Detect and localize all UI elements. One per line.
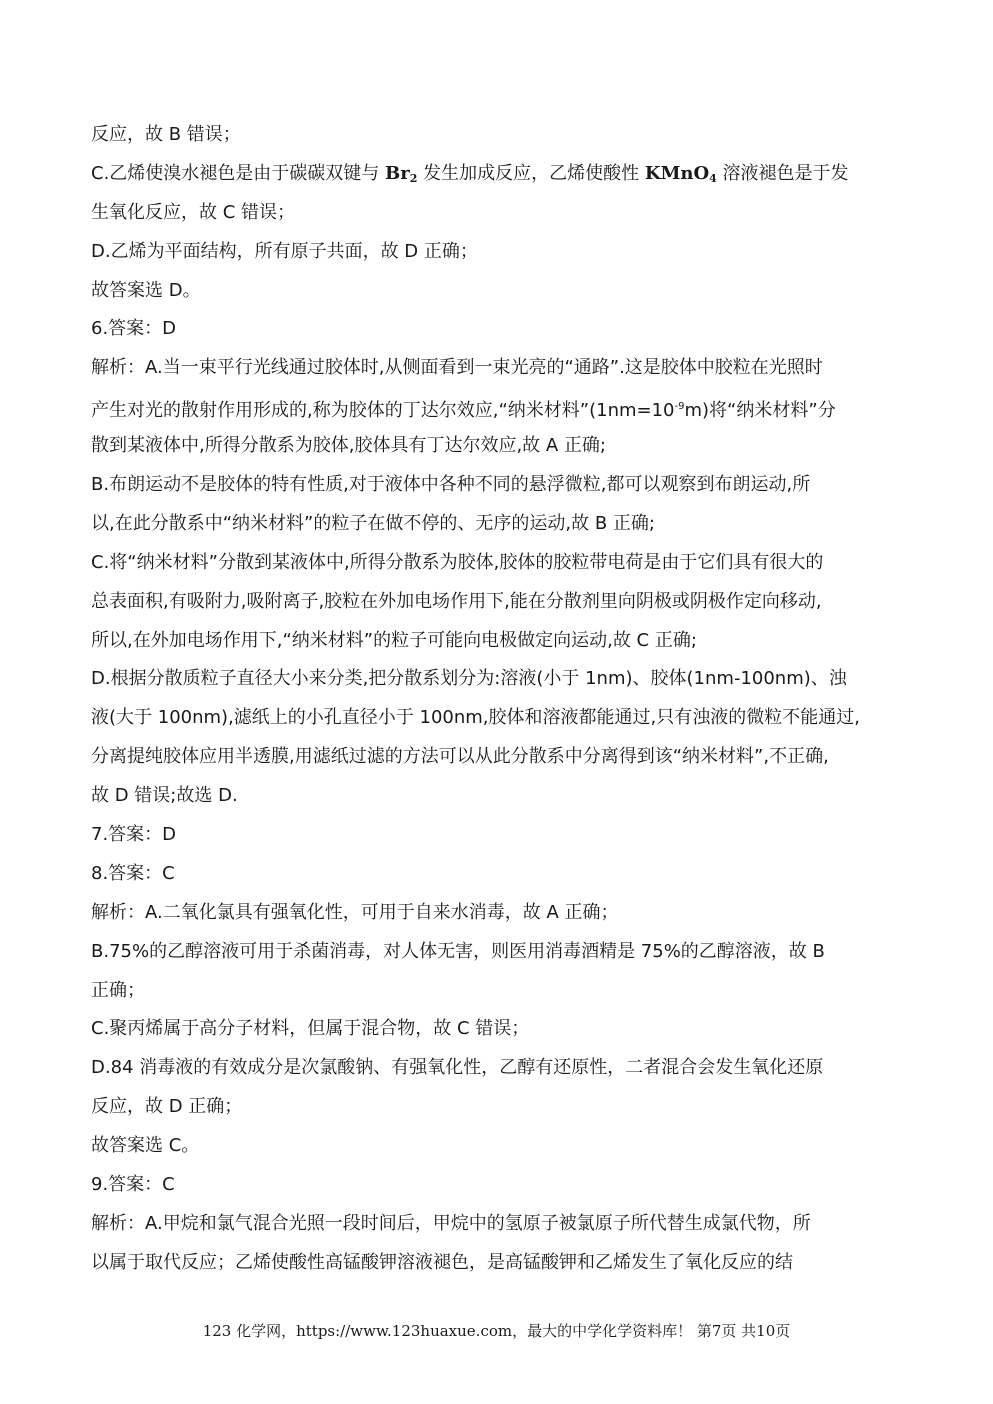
text-line: 反应，故 D 正确； (91, 1096, 243, 1118)
formula-br2 (385, 163, 417, 184)
text-line: 故 D 错误;故选 D. (91, 785, 238, 807)
answer-heading: 8.答案：C (91, 862, 175, 884)
formula-subscript: 4 (709, 171, 717, 185)
text-line: 反应，故 B 错误； (91, 124, 241, 145)
formula-kmno4 (645, 163, 717, 184)
text-line: 以属于取代反应；乙烯使酸性高锰酸钾溶液褪色，是高锰酸钾和乙烯发生了氧化反应的结 (91, 1251, 793, 1273)
formula-text: KMnO (644, 162, 710, 184)
text-line: 分离提纯胶体应用半透膜,用滤纸过滤的方法可以从此分散系中分离得到该“纳米材料”,不正确, (91, 746, 829, 768)
answer-heading: 6.答案：D (91, 318, 177, 340)
text-line: 所以,在外加电场作用下,“纳米材料”的粒子可能向电极做定向运动,故 C 正确; (91, 629, 697, 651)
answer-heading: 9.答案：C (91, 1174, 175, 1196)
formula-subscript: 2 (409, 171, 418, 185)
superscript: -9 (674, 401, 685, 413)
text-segment: C.乙烯使溴水褪色是由于碳碳双键与 (91, 162, 386, 184)
text-line: C.将“纳米材料”分散到某液体中,所得分散系为胶体,胶体的胶粒带电荷是由于它们具有很大的 (91, 551, 824, 573)
text-segment: m)将“纳米材料”分 (684, 400, 836, 422)
text-line: 液(大于 100nm),滤纸上的小孔直径小于 100nm,胶体和溶液都能通过,只有浊液的微粒不能通过, (91, 707, 860, 729)
text-line: 以,在此分散系中“纳米材料”的粒子在做不停的、无序的运动,故 B 正确; (91, 512, 655, 534)
text-segment: 产生对光的散射作用形成的,称为胶体的丁达尔效应,“纳米材料”(1nm=10 (91, 400, 675, 422)
text-line: 解析：A.当一束平行光线通过胶体时,从侧面看到一束光亮的“通路”.这是胶体中胶粒在光照时 (91, 357, 823, 379)
text-line: 正确； (91, 979, 145, 1001)
text-segment: 发生加成反应，乙烯使酸性 (417, 162, 645, 184)
text-line: C.聚丙烯属于高分子材料，但属于混合物，故 C 错误； (91, 1018, 530, 1040)
page-footer: 123 化学网，https://www.123huaxue.com，最大的中学化学资料库！ 第7页 共10页 (202, 1322, 791, 1340)
text-line: 总表面积,有吸附力,吸附离子,胶粒在外加电场作用下,能在分散剂里向阴极或阴极作定向移动, (91, 590, 822, 612)
text-line: 生氧化反应，故 C 错误； (91, 201, 296, 223)
text-line (91, 388, 909, 427)
text-line: D.乙烯为平面结构，所有原子共面，故 D 正确； (91, 240, 478, 262)
text-line: 故答案选 C。 (91, 1135, 200, 1157)
answer-heading: 7.答案：D (91, 824, 177, 846)
text-line: 故答案选 D。 (91, 279, 201, 301)
text-line: 解析：A.二氧化氯具有强氧化性，可用于自来水消毒，故 A 正确； (91, 901, 619, 923)
text-line: 散到某液体中,所得分散系为胶体,胶体具有丁达尔效应,故 A 正确; (91, 435, 606, 457)
formula-text: Br (385, 162, 410, 184)
text-line (91, 155, 909, 194)
text-segment: 溶液褪色是于发 (716, 162, 849, 184)
text-line: B.布朗运动不是胶体的特有性质,对于液体中各种不同的悬浮微粒,都可以观察到布朗运动,所 (91, 474, 811, 496)
text-line: D.84 消毒液的有效成分是次氯酸钠、有强氧化性，乙醇有还原性，二者混合会发生氧化还原 (91, 1057, 824, 1079)
text-line: D.根据分散质粒子直径大小来分类,把分散系划分为:溶液(小于 1nm)、胶体(1nm-100nm)、浊 (91, 668, 847, 690)
text-line: B.75%的乙醇溶液可用于杀菌消毒，对人体无害，则医用消毒酒精是 75%的乙醇溶液，故 B (91, 940, 825, 962)
document-body (91, 116, 909, 1283)
text-line: 解析：A.甲烷和氯气混合光照一段时间后，甲烷中的氢原子被氯原子所代替生成氯代物，所 (91, 1212, 811, 1234)
